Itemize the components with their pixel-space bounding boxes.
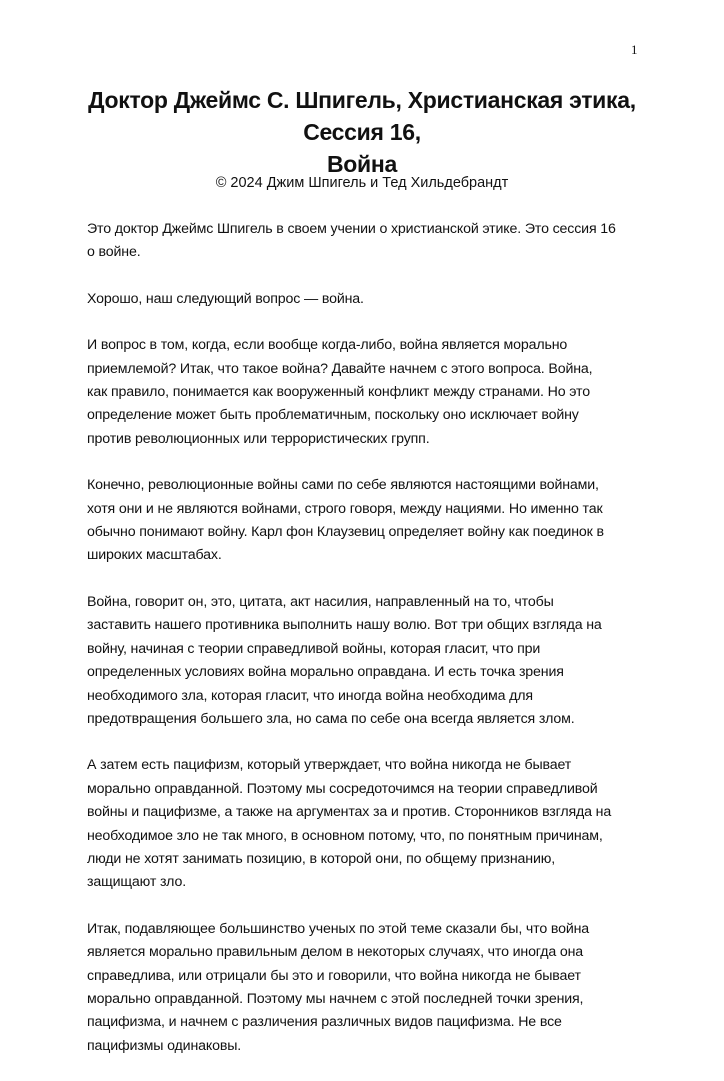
text-line: как правило, понимается как вооруженный конфликт между странами. Но это xyxy=(87,384,590,401)
text-line: необходимое зло не так много, в основном потому, что, по понятным причинам, xyxy=(87,827,603,844)
text-line: пацифизмы одинаковы. xyxy=(87,1037,242,1054)
title-line: Война xyxy=(327,151,397,177)
text-line: защищают зло. xyxy=(87,874,186,891)
text-line: люди не хотят занимать позицию, в которой они, по общему признанию, xyxy=(87,850,556,867)
text-line: против революционных или террористических групп. xyxy=(87,430,430,447)
text-line: предотвращения большего зла, но сама по себе она всегда является злом. xyxy=(87,710,575,727)
paragraph xyxy=(87,288,657,311)
paragraph xyxy=(87,754,657,894)
paragraph xyxy=(87,334,657,451)
text-line: является морально правильным делом в некоторых случаях, что иногда она xyxy=(87,944,584,961)
text-line: широких масштабах. xyxy=(87,547,222,564)
paragraph xyxy=(87,591,657,731)
text-line: войну, начиная с теории справедливой войны, которая гласит, что при xyxy=(87,640,541,657)
text-line: морально оправданной. Поэтому мы сосредоточимся на теории справедливой xyxy=(87,780,598,797)
text-line: войны и пацифизме, а также на аргументах за и против. Сторонников взгляда на xyxy=(87,804,612,821)
text-line: морально оправданной. Поэтому мы начнем с этой последней точки зрения, xyxy=(87,990,584,1007)
copyright-line: © 2024 Джим Шпигель и Тед Хильдебрандт xyxy=(215,175,509,191)
title-line: Сессия 16, xyxy=(303,119,421,145)
text-line: заставить нашего противника выполнить нашу волю. Вот три общих взгляда на xyxy=(87,617,602,634)
text-line: приемлемой? Итак, что такое война? Давайте начнем с этого вопроса. Война, xyxy=(87,360,593,377)
text-line: Конечно, революционные войны сами по себе являются настоящими войнами, xyxy=(87,477,599,494)
text-line: о войне. xyxy=(87,244,141,261)
title-line: Доктор Джеймс С. Шпигель, Христианская этика, xyxy=(88,87,636,113)
paragraph xyxy=(87,918,657,1058)
page-number: 1 xyxy=(631,42,638,57)
paragraph xyxy=(87,474,657,568)
text-line: пацифизма, и начнем с различения различных видов пацифизма. Не все xyxy=(87,1014,562,1031)
paragraph xyxy=(87,218,657,265)
document-body xyxy=(87,218,657,1081)
text-line: необходимого зла, которая гласит, что иногда война необходима для xyxy=(87,687,533,704)
text-line: Это доктор Джеймс Шпигель в своем учении о христианской этике. Это сессия 16 xyxy=(87,221,616,237)
text-line: определение может быть проблематичным, поскольку оно исключает войну xyxy=(87,407,579,424)
text-line: А затем есть пацифизм, который утверждает, что война никогда не бывает xyxy=(87,757,572,774)
document-title xyxy=(0,84,724,180)
text-line: Итак, подавляющее большинство ученых по этой теме сказали бы, что война xyxy=(87,920,590,937)
text-line: Война, говорит он, это, цитата, акт насилия, направленный на то, чтобы xyxy=(87,593,554,610)
text-line: справедлива, или отрицали бы это и говорили, что война никогда не бывает xyxy=(87,967,581,984)
text-line: Хорошо, наш следующий вопрос — война. xyxy=(87,290,364,307)
text-line: обычно понимают войну. Карл фон Клаузевиц определяет войну как поединок в xyxy=(87,524,604,541)
text-line: определенных условиях война морально оправдана. И есть точка зрения xyxy=(87,664,564,681)
text-line: И вопрос в том, когда, если вообще когда-либо, война является морально xyxy=(87,337,568,354)
text-line: хотя они и не являются войнами, строго говоря, между нациями. Но именно так xyxy=(87,500,603,517)
